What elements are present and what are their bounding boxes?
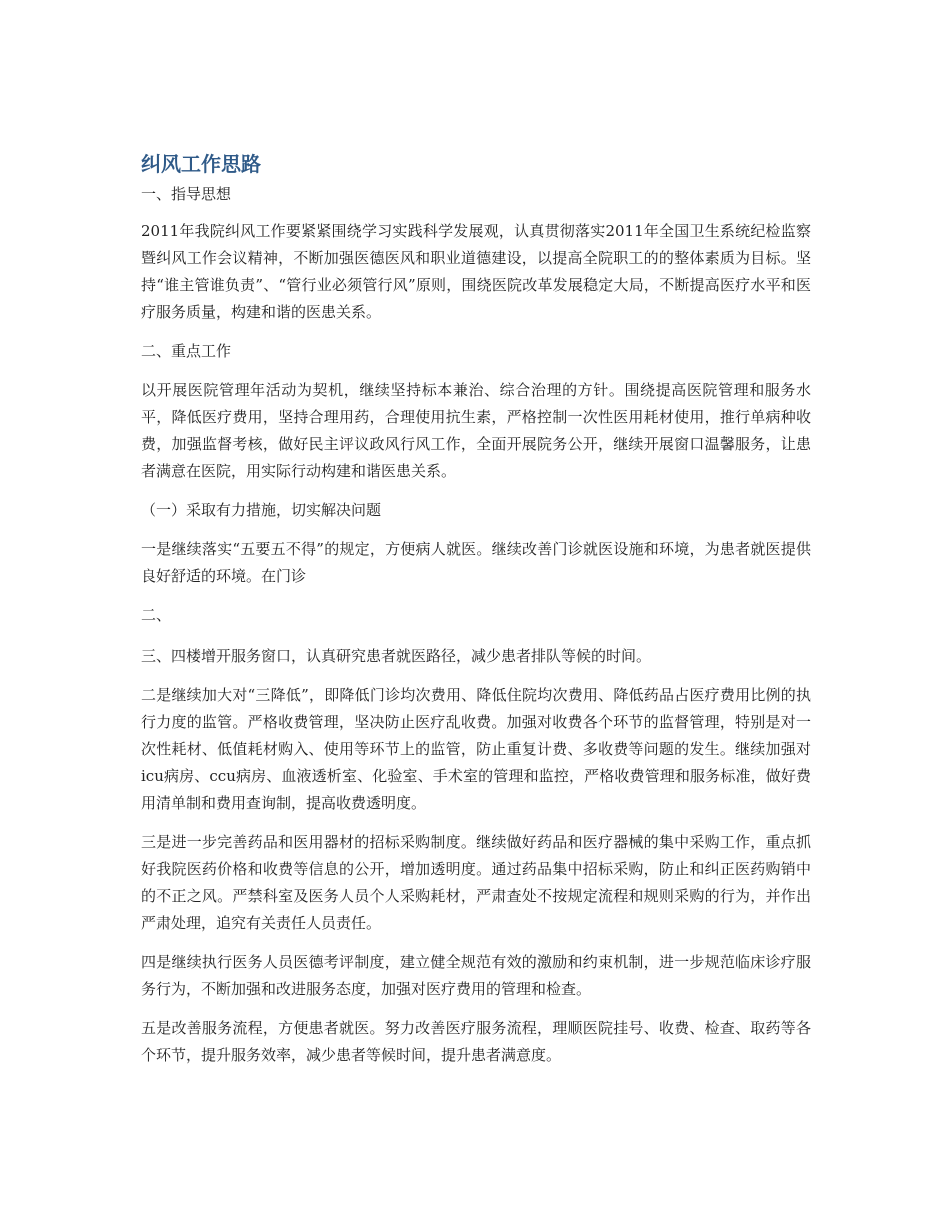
document-title: 纠风工作思路 [141,152,261,176]
subsection-heading-measures: （一）采取有力措施，切实解决问题 [141,501,382,519]
paragraph-point-two: 二是继续加大对“三降低”，即降低门诊均次费用、降低住院均次费用、降低药品占医疗费用比例的执行力度的监管。严格收费管理，坚决防止医疗乱收费。加强对收费各个环节的监督管理，特别是对一次性耗材、低值耗材购入、使用等环节上的监管，防止重复计费、多收费等问题的发生。继续加强对icu病房、ccu病房、血液透析室、化验室、手术室的管理和监控，严格收费管理和服务标准，做好费用清单制和费用查询制，提高收费透明度。 [141,686,811,812]
paragraph-point-three: 三是进一步完善药品和医用器材的招标采购制度。继续做好药品和医疗器械的集中采购工作，重点抓好我院医药价格和收费等信息的公开，增加透明度。通过药品集中招标采购，防止和纠正医药购销中的不正之风。严禁科室及医务人员个人采购耗材，严肃查处不按规定流程和规则采购的行为，并作出严肃处理，追究有关责任人员责任。 [141,833,811,932]
section-heading-guiding-thought: 一、指导思想 [141,185,232,203]
paragraph-point-one: 一是继续落实“五要五不得”的规定，方便病人就医。继续改善门诊就医设施和环境，为患者就医提供良好舒适的环境。在门诊 [141,540,811,585]
paragraph-key-work: 以开展医院管理年活动为契机，继续坚持标本兼治、综合治理的方针。围绕提高医院管理和服务水平，降低医疗费用，坚持合理用药，合理使用抗生素，严格控制一次性医用耗材使用，推行单病种收费，加强监督考核，做好民主评议政风行风工作，全面开展院务公开，继续开展窗口温馨服务，让患者满意在医院，用实际行动构建和谐医患关系。 [141,381,811,480]
paragraph-fragment-two: 二、 [141,606,172,624]
paragraph-point-four: 四是继续执行医务人员医德考评制度，建立健全规范有效的激励和约束机制，进一步规范临床诊疗服务行为，不断加强和改进服务态度，加强对医疗费用的管理和检查。 [141,953,811,998]
paragraph-guiding-thought: 2011年我院纠风工作要紧紧围绕学习实践科学发展观，认真贯彻落实2011年全国卫生系统纪检监察暨纠风工作会议精神，不断加强医德医风和职业道德建设，以提高全院职工的的整体素质为目标。坚持“谁主管谁负责”、“管行业必须管行风”原则，围绕医院改革发展稳定大局，不断提高医疗水平和医疗服务质量，构建和谐的医患关系。 [141,222,811,321]
paragraph-windows: 三、四楼增开服务窗口，认真研究患者就医路径，减少患者排队等候的时间。 [141,647,652,665]
paragraph-point-five: 五是改善服务流程，方便患者就医。努力改善医疗服务流程，理顺医院挂号、收费、检查、取药等各个环节，提升服务效率，减少患者等候时间，提升患者满意度。 [141,1019,811,1064]
section-heading-key-work: 二、重点工作 [141,342,232,360]
document-content [141,148,811,1081]
